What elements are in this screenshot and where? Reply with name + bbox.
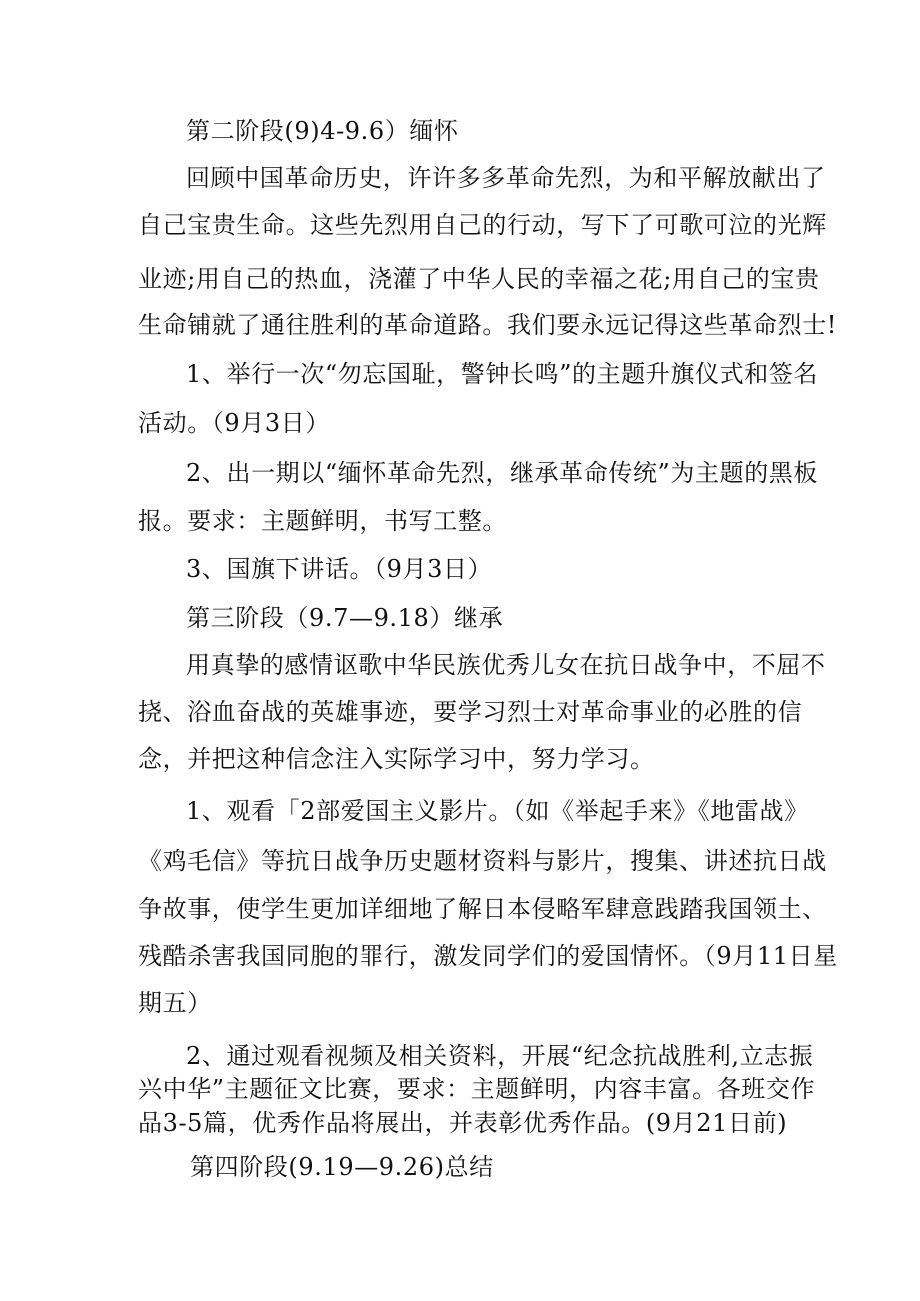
stage3-item-1-line: 期五） [138,989,212,1017]
stage2-item-3-line: 3、国旗下讲话。（9月3日） [186,555,493,583]
stage3-item-2-line: 兴中华”主题征文比赛，要求：主题鲜明，内容丰富。各班交作 [138,1075,816,1103]
stage2-item-1-line: 1、举行一次“勿忘国耻，警钟长鸣”的主题升旗仪式和签名 [186,360,819,388]
stage3-item-1-line: 1、观看「2部爱国主义影片。（如《举起手来》《地雷战》 [186,797,809,825]
stage2-item-1-line: 活动。（9月3日） [138,409,330,437]
stage2-paragraph-line: 业迹;用自己的热血，浇灌了中华人民的幸福之花;用自己的宝贵 [138,265,820,293]
stage3-item-1-line: 残酷杀害我国同胞的罪行，激发同学们的爱国情怀。（9月11日星 [138,942,838,970]
stage2-item-2-line: 2、出一期以“缅怀革命先烈，继承革命传统”为主题的黑板 [186,459,819,487]
stage3-paragraph-line: 挠、浴血奋战的英雄事迹，要学习烈士对革命事业的必胜的信 [138,698,803,726]
stage2-paragraph-line: 自己宝贵生命。这些先烈用自己的行动，写下了可歌可泣的光辉 [138,211,827,239]
stage4-heading: 第四阶段(9.19—9.26)总结 [190,1153,494,1181]
stage3-item-1-line: 《鸡毛信》等抗日战争历史题材资料与影片，搜集、讲述抗日战 [138,847,827,875]
stage2-paragraph-line: 回顾中国革命历史，许许多多革命先烈，为和平解放献出了 [186,164,826,192]
stage3-heading: 第三阶段（9.7—9.18）继承 [186,604,504,632]
stage3-item-2-line: 品3-5篇，优秀作品将展出，并表彰优秀作品。(9月21日前) [138,1109,788,1137]
stage3-item-1-line: 争故事，使学生更加详细地了解日本侵略军肆意践踏我国领土、 [138,895,827,923]
stage3-paragraph-line: 用真挚的感情讴歌中华民族优秀儿女在抗日战争中，不屈不 [186,651,826,679]
stage3-paragraph-line: 念，并把这种信念注入实际学习中，努力学习。 [138,745,655,773]
stage2-item-2-line: 报。要求：主题鲜明，书写工整。 [138,507,507,535]
stage3-item-2-line: 2、通过观看视频及相关资料，开展“纪念抗战胜利,立志振 [186,1042,814,1070]
stage2-heading: 第二阶段(9)4-9.6）缅怀 [186,117,459,145]
stage2-paragraph-line: 生命铺就了通往胜利的革命道路。我们要永远记得这些革命烈士! [138,311,838,339]
